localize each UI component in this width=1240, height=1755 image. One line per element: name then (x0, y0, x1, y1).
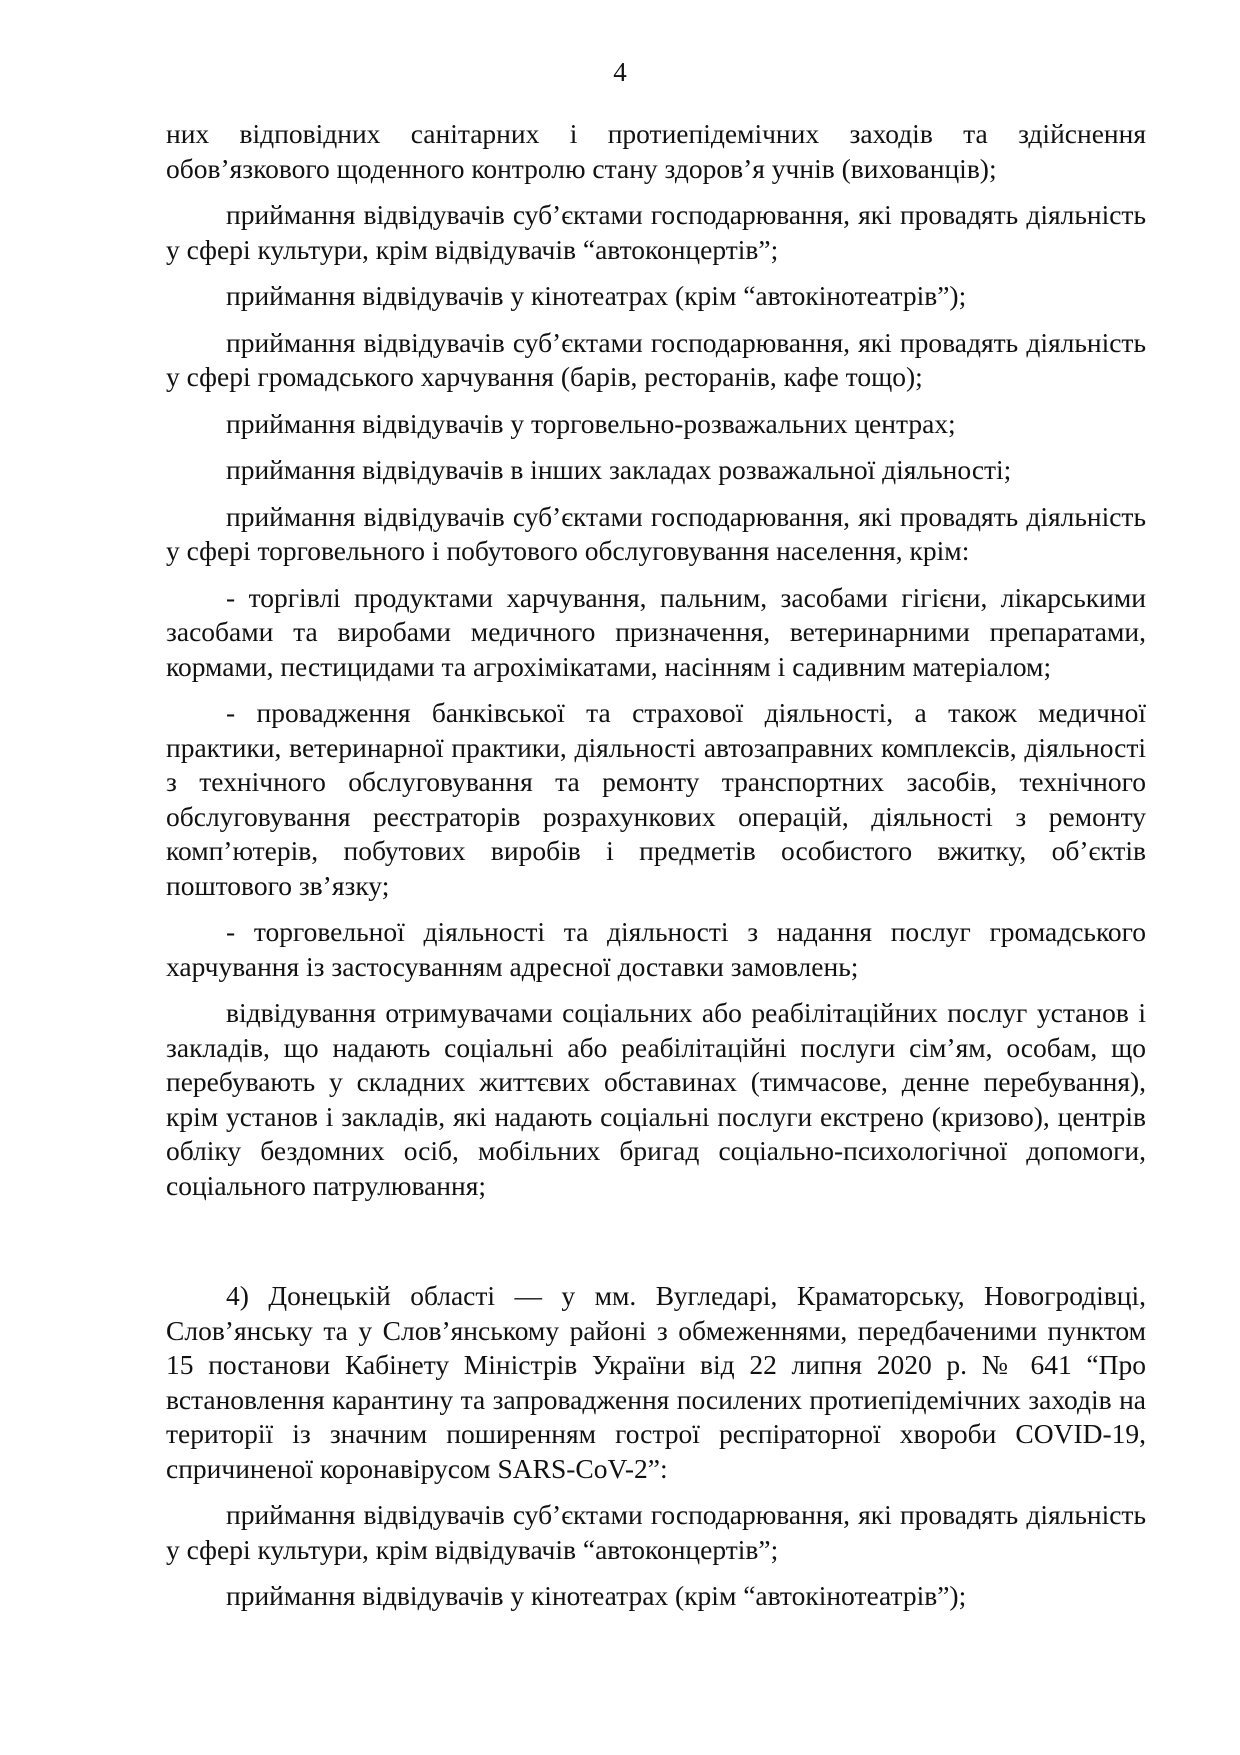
paragraph-12: приймання відвідувачів суб’єктами господарювання, які провадять діяльність у сфері культури, крім відвідувачів “автоконцертів”; (166, 1499, 1146, 1565)
document-body (166, 117, 1146, 1626)
list-item-delivery-exception: - торговельної діяльності та діяльності з надання послуг громадського харчування із застосуванням адресної доставки замовлень; (166, 916, 1146, 982)
paragraph-4: приймання відвідувачів у торговельно-розважальних центрах; (226, 407, 956, 439)
paragraph-2: приймання відвідувачів у кінотеатрах (крім “автокінотеатрів”); (226, 280, 967, 311)
paragraph-5: приймання відвідувачів в інших закладах розважальної діяльності; (226, 454, 1012, 485)
paragraph-3: приймання відвідувачів суб’єктами господарювання, які провадять діяльність у сфері громадського харчування (барів, ресторанів, кафе тощо); (166, 326, 1146, 392)
list-item-banking-exception: - провадження банківської та страхової діяльності, а також медичної практики, ветеринарної практики, діяльності автозаправних комплексів, діяльності з технічного обслуговування та ремонту транспортних засобів, технічного обслуговування реєстраторів розрахункових операцій, діяльності з ремонту комп’ютерів, побутових виробів і предметів особистого вжитку, об’єктів поштового зв’язку; (166, 697, 1146, 901)
paragraph-13: приймання відвідувачів у кінотеатрах (крім “автокінотеатрів”); (226, 1580, 967, 1611)
paragraph-1: приймання відвідувачів суб’єктами господарювання, які провадять діяльність у сфері культури, крім відвідувачів “автоконцертів”; (166, 199, 1146, 265)
page-number: 4 (613, 57, 627, 87)
paragraph-10: відвідування отримувачами соціальних або реабілітаційних послуг установ і закладів, що надають соціальні або реабілітаційні послуги сім’ям, особам, що перебувають у складних життєвих обставинах (тимчасове, денне перебування), крім установ і закладів, які надають соціальні послуги екстрено (кризово), центрів обліку бездомних осіб, мобільних бригад соціально-психологічної допомоги, соціального патрулювання; (166, 997, 1146, 1201)
list-item-trade-exception: - торгівлі продуктами харчування, пальним, засобами гігієни, лікарськими засобами та виробами медичного призначення, ветеринарними препаратами, кормами, пестицидами та агрохімікатами, насінням і садивним матеріалом; (166, 581, 1146, 682)
paragraph-6: приймання відвідувачів суб’єктами господарювання, які провадять діяльність у сфері торговельного і побутового обслуговування населення, крім: (166, 500, 1146, 566)
section-4-donetsk: 4) Донецькій області — у мм. Вугледарі, Краматорську, Новогродівці, Слов’янську та у Слов’янському районі з обмеженнями, передбаченими пунктом 15 постанови Кабінету Міністрів України від 22 липня 2020 р. № 641 “Про встановлення карантину та запровадження посилених протиепідемічних заходів на території із значним поширенням гострої респіраторної хвороби COVID-19, спричиненої коронавірусом SARS-CoV-2”: (166, 1280, 1146, 1484)
paragraph-0: них відповідних санітарних і протиепідемічних заходів та здійснення обов’язкового щоденного контролю стану здоров’я учнів (вихованців); (166, 118, 1146, 184)
